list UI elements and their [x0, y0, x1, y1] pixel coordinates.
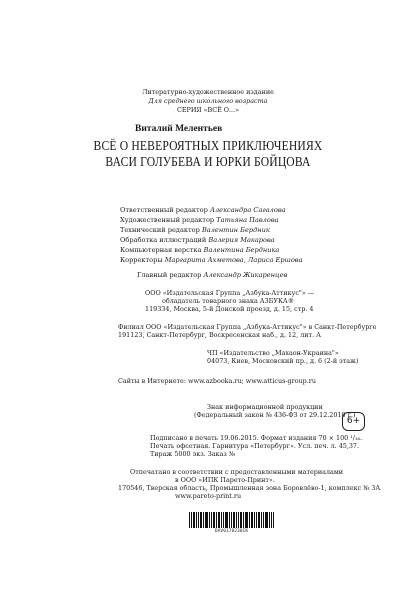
book-title-line-2: ВАСИ ГОЛУБЕВА И ЮРКИ БОЙЦОВА [105, 154, 311, 169]
credit-name: Маргарита Ахметова, Лариса Ершова [164, 256, 303, 264]
print-info-line-2: Печать офсетная. Гарнитура «Петербург». Усл. печ. л. 45,37. [150, 442, 360, 450]
credit-name: Александра Сагалова [209, 206, 286, 214]
age-rating-badge: 6+ [342, 412, 365, 431]
credit-name: Валентин Бердник [201, 226, 270, 234]
credit-line [120, 226, 270, 234]
audience-text: Для среднего школьного возраста [148, 97, 268, 105]
branch-line-1: Филиал ООО «Издательская Группа „Азбука-Аттикус"» в Санкт-Петербурге [118, 323, 377, 331]
credit-line [120, 236, 275, 244]
credit-role: Технический редактор [120, 226, 200, 234]
ukraine-address: 04073, Киев, Московский пр., д. 6 (2-й этаж) [207, 357, 359, 365]
credit-line [120, 206, 286, 214]
publisher-address: 119334, Москва, 5-й Донской проезд, д. 15, стр. 4 [145, 305, 314, 313]
barcode-number: DAV0178230IK [214, 529, 249, 534]
credit-name: Татьяна Павлова [216, 216, 279, 224]
info-sign-line-1: Знак информационной продукции [207, 403, 323, 411]
print-info-line-1: Подписано в печать 19.06.2015. Формат издания 70 × 100 ¹/₁₆. [150, 434, 363, 442]
ukraine-publisher: ЧП «Издательство „Махаон-Украина"» [207, 349, 339, 357]
credit-role: Обработка иллюстраций [120, 236, 207, 244]
chief-editor-role: Главный редактор [137, 271, 202, 279]
publisher-line-2: обладатель товарного знака АЗБУКА® [162, 297, 295, 305]
credit-role: Корректоры [120, 256, 163, 264]
credit-name: Валерия Макарова [208, 236, 275, 244]
printer-address: 170546, Тверская область, Промышленная зона Боровлёво-1, комплекс № 3А [118, 484, 381, 492]
book-title-line-1: ВСЁ О НЕВЕРОЯТНЫХ ПРИКЛЮЧЕНИЯХ [93, 138, 323, 153]
credit-role: Художественный редактор [120, 216, 215, 224]
credit-line [120, 216, 279, 224]
genre-text: Литературно-художественное издание [142, 88, 274, 96]
credit-role: Компьютерная верстка [120, 246, 202, 254]
chief-editor-line [137, 271, 287, 279]
credit-line [120, 256, 303, 264]
chief-editor-name: Александр Жикаренцев [203, 271, 288, 279]
websites-text: Сайты в Интернете: www.azbooka.ru; www.atticus-group.ru [118, 377, 316, 385]
author-name: Виталий Мелентьев [135, 124, 223, 134]
print-info-line-3: Тираж 5000 экз. Заказ № [150, 450, 235, 458]
branch-address: 191123, Санкт-Петербург, Воскресенская наб., д. 12, лит. А [118, 331, 321, 339]
publisher-line-1: ООО «Издательская Группа „Азбука-Аттикус"» — [145, 289, 315, 297]
credit-role: Ответственный редактор [120, 206, 208, 214]
series-text: СЕРИЯ «ВСЁ О...» [176, 106, 240, 114]
barcode-image [189, 512, 274, 528]
printer-name: в ООО «ИПК Парето-Принт». [175, 476, 275, 484]
credit-name: Валентина Бердника [203, 246, 280, 254]
info-sign-law: (Федеральный закон № 436-ФЗ от 29.12.2010 г.) [194, 411, 356, 419]
credit-line [120, 246, 279, 254]
printer-line-1: Отпечатано в соответствии с предоставленными материалами [130, 468, 344, 476]
printer-website: www.pareto-print.ru [175, 492, 242, 500]
